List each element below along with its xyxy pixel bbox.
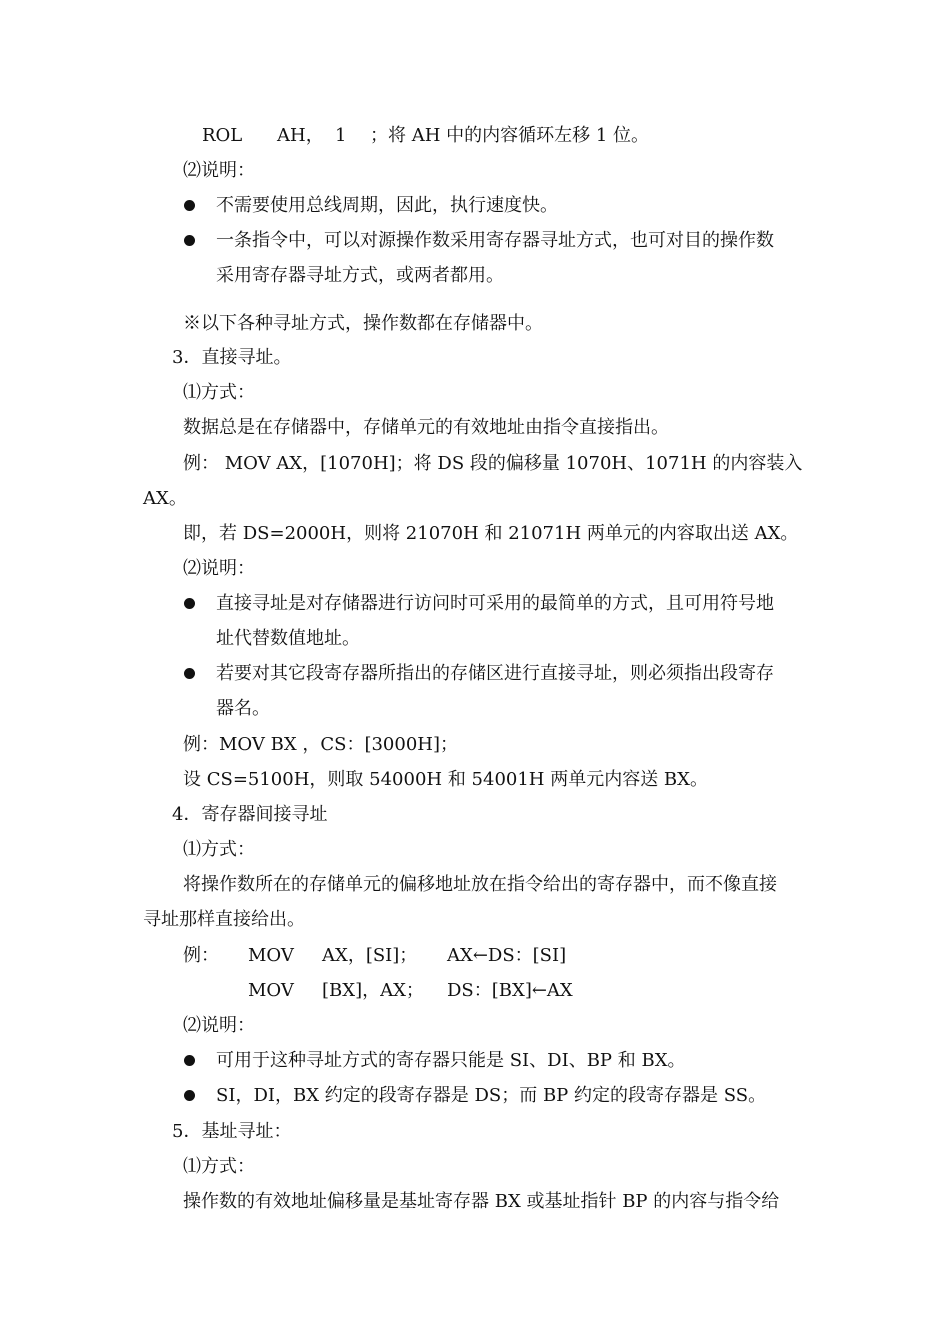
rol-count: 1 xyxy=(335,125,347,146)
memory-note: ※以下各种寻址方式，操作数都在存储器中。 xyxy=(183,313,543,334)
list-item: 不需要使用总线周期，因此，执行速度快。 xyxy=(216,195,558,216)
rol-comment: ；将 AH 中的内容循环左移 1 位。 xyxy=(370,125,650,146)
example-comment: AX←DS：[SI] xyxy=(447,945,567,966)
example-operands: [BX]，AX； xyxy=(322,980,424,1001)
paragraph: 寻址那样直接给出。 xyxy=(143,909,305,930)
bullet-icon xyxy=(184,235,195,246)
bullet-icon xyxy=(184,598,195,609)
explanation-heading: ⑵说明： xyxy=(183,558,255,579)
list-item: SI，DI，BX 约定的段寄存器是 DS；而 BP 约定的段寄存器是 SS。 xyxy=(216,1085,767,1106)
mode-heading: ⑴方式： xyxy=(183,839,255,860)
example-instruction: MOV xyxy=(248,945,294,966)
bullet-icon xyxy=(184,668,195,679)
bullet-icon xyxy=(184,1055,195,1066)
example-comment: DS：[BX]←AX xyxy=(447,980,573,1001)
example-label: 例： xyxy=(183,945,219,966)
example-operands: AX，[SI]； xyxy=(322,945,418,966)
list-item: 直接寻址是对存储器进行访问时可采用的最简单的方式，且可用符号地 xyxy=(216,593,774,614)
example-line: AX。 xyxy=(143,488,187,509)
bullet-icon xyxy=(184,200,195,211)
rol-instruction: ROL xyxy=(202,125,243,146)
bullet-icon xyxy=(184,1090,195,1101)
list-item: 一条指令中，可以对源操作数采用寄存器寻址方式，也可对目的操作数 xyxy=(216,230,774,251)
mode-heading: ⑴方式： xyxy=(183,1156,255,1177)
paragraph: 将操作数所在的存储单元的偏移地址放在指令给出的寄存器中，而不像直接 xyxy=(183,874,777,895)
section-heading-base: 5．基址寻址： xyxy=(172,1121,292,1142)
paragraph: 操作数的有效地址偏移量是基址寄存器 BX 或基址指针 BP 的内容与指令给 xyxy=(183,1191,780,1212)
list-item-continuation: 器名。 xyxy=(216,698,270,719)
explanation-heading: ⑵说明： xyxy=(183,160,255,181)
list-item: 可用于这种寻址方式的寄存器只能是 SI、DI、BP 和 BX。 xyxy=(216,1050,686,1071)
list-item-continuation: 址代替数值地址。 xyxy=(216,628,360,649)
section-heading-direct: 3．直接寻址。 xyxy=(172,347,292,368)
mode-heading: ⑴方式： xyxy=(183,382,255,403)
rol-register: AH， xyxy=(277,125,324,146)
example-line: 例：MOV BX ，CS：[3000H]； xyxy=(183,734,459,755)
paragraph: 设 CS=5100H，则取 54000H 和 54001H 两单元内容送 BX。 xyxy=(183,769,708,790)
list-item: 若要对其它段寄存器所指出的存储区进行直接寻址，则必须指出段寄存 xyxy=(216,663,774,684)
explanation-heading: ⑵说明： xyxy=(183,1015,255,1036)
list-item-continuation: 采用寄存器寻址方式，或两者都用。 xyxy=(216,265,504,286)
example-line: 例： MOV AX，[1070H]；将 DS 段的偏移量 1070H、1071H 的内容装入 xyxy=(183,453,803,474)
section-heading-register-indirect: 4．寄存器间接寻址 xyxy=(172,804,328,825)
paragraph: 即，若 DS=2000H，则将 21070H 和 21071H 两单元的内容取出送 AX。 xyxy=(183,523,799,544)
paragraph: 数据总是在存储器中，存储单元的有效地址由指令直接指出。 xyxy=(183,417,669,438)
example-instruction: MOV xyxy=(248,980,294,1001)
